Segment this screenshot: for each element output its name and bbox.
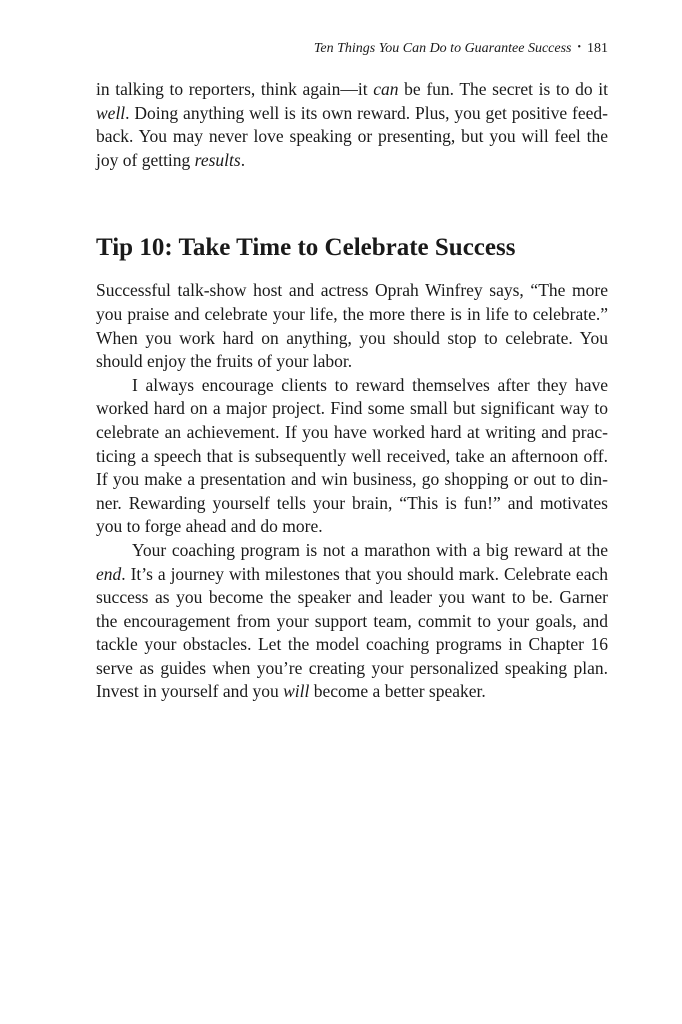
emphasis-well: well [96,102,126,123]
text-run: . [240,149,246,170]
running-head-bullet: • [577,42,581,53]
text-run: be fun. The secret is to do it [398,79,608,99]
page-body [96,78,608,704]
text-run: in talking to reporters, think again—it [96,79,374,99]
page-number: 181 [587,41,608,56]
section-heading: Tip 10: Take Time to Celebrate Success [96,234,516,262]
intro-paragraph [96,78,608,172]
text-run: become a better speaker. [309,681,486,702]
emphasis-results: results [194,149,241,170]
running-head-title: Ten Things You Can Do to Guarantee Success [313,41,572,56]
text-run: . Doing anything well is its own reward. Plus, you get positive feedback. You may never love speaking or presenting, but you will feel the joy of getting [96,102,608,170]
emphasis-will: will [283,681,310,702]
text-run: . It’s a journey with milestones that you should mark. Celebrate each success as you become the speaker and leader you want to be. Garner the encouragement from your support team, commit to your goals, and tackle your obstacles. Let the model coaching programs in Chapter 16 serve as guides when you’re creating your personalized speaking plan. Invest in yourself and you [96,563,608,702]
text-run: Your coaching program is not a marathon with a big reward at the [132,539,608,560]
running-head [314,40,608,59]
section-paragraph-2: I always encourage clients to reward themselves after they have worked hard on a major project. Find some small but significant way to celebrate an achievement. If you have worked hard at writing and practicing a speech that is subsequently well received, take an afternoon off. If you make a presentation and win business, go shopping or out to dinner. Rewarding yourself tells your brain, “This is fun!” and motivates you to forge ahead and do more. [96,374,608,537]
emphasis-can: can [373,79,399,99]
section-paragraph-3 [96,539,608,704]
section-paragraph-1: Successful talk-show host and actress Oprah Winfrey says, “The more you praise and celebrate your life, the more there is in life to celebrate.” When you work hard on anything, you should stop to celebrate. You should enjoy the fruits of your labor. [96,280,608,372]
emphasis-end: end [96,563,122,584]
